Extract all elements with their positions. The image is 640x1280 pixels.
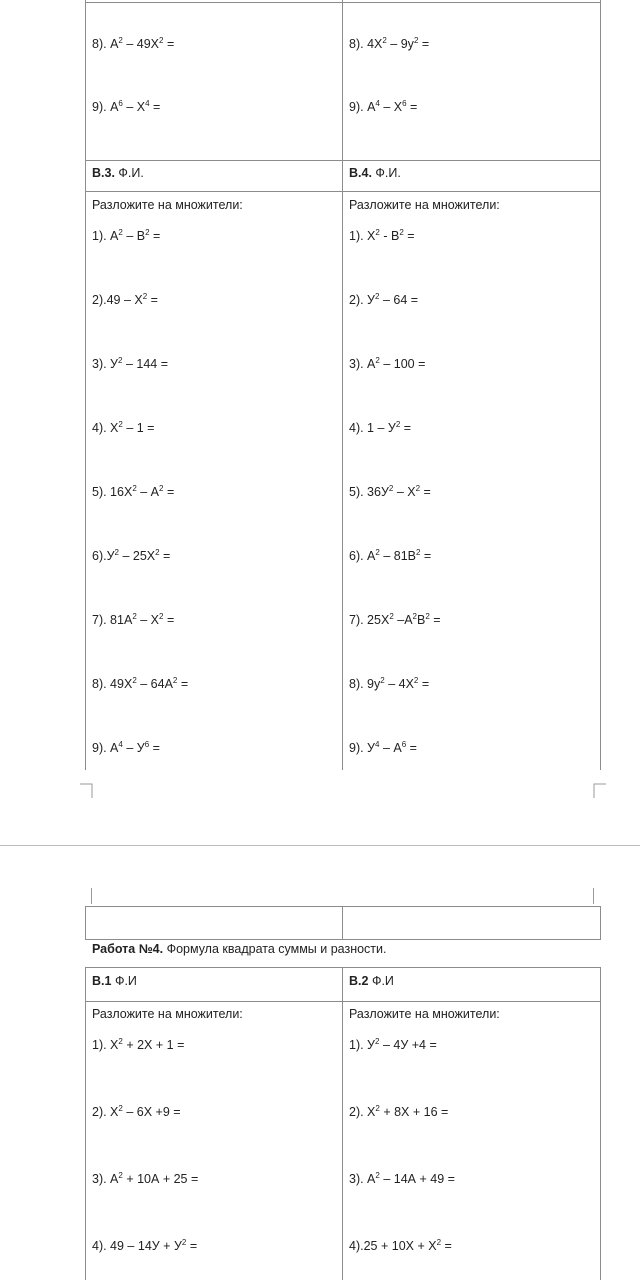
top-right-item-9 bbox=[349, 100, 417, 114]
exercise-item: $6).У^2 - 25Х^2$ = bbox=[92, 547, 171, 563]
table3-row-border bbox=[85, 1001, 601, 1002]
table1-row-border bbox=[85, 191, 601, 192]
table1-row-border bbox=[85, 160, 601, 161]
instruction-left: Разложите на множители: bbox=[92, 198, 243, 212]
exercise-item: 5). $36У^2 - Х^2$ = bbox=[349, 483, 431, 499]
item-expression: $А^2 - 49Х^2$ = bbox=[110, 35, 175, 51]
item-number: 8). bbox=[92, 37, 107, 51]
exercise-item: 3). $У^2 - 144$ = bbox=[92, 355, 168, 371]
table2-header-left bbox=[85, 906, 86, 940]
table2-header-middle bbox=[342, 906, 343, 940]
exercise-item: 1). $А^2 - В^2$ = bbox=[92, 227, 161, 243]
table3-middle-border bbox=[342, 967, 343, 1280]
variant-header-right bbox=[349, 974, 394, 988]
table3-left-border bbox=[85, 967, 86, 1280]
exercise-item: 8). $9у^2 - 4Х^2$ = bbox=[349, 675, 430, 691]
variant-label: В.3. bbox=[92, 166, 115, 180]
table1-middle-border bbox=[342, 0, 343, 770]
exercise-item: 2). $Х^2 + 8Х + 16$ = bbox=[349, 1103, 449, 1119]
exercise-item: 4). $1 - У^2$ = bbox=[349, 419, 412, 435]
instruction-left: Разложите на множители: bbox=[92, 1007, 243, 1021]
table2-top-border bbox=[85, 906, 601, 907]
top-right-item-8 bbox=[349, 37, 429, 51]
item-expression: $А^6 - Х^4$ = bbox=[110, 98, 161, 114]
item-number: 8). bbox=[349, 37, 364, 51]
exercise-item: 1). $Х^2 + 2Х + 1$ = bbox=[92, 1036, 185, 1052]
table2-header-bottom bbox=[85, 939, 601, 940]
top-left-item-8 bbox=[92, 37, 174, 51]
item-number: 9). bbox=[92, 100, 107, 114]
exercise-item: 7). $81А^2 - Х^2$ = bbox=[92, 611, 175, 627]
work-topic: Формула квадрата суммы и разности. bbox=[166, 942, 387, 956]
variant-header-left bbox=[92, 974, 137, 988]
variant-header-right bbox=[349, 166, 401, 180]
table2-header-right bbox=[600, 906, 601, 940]
table3-right-border bbox=[600, 967, 601, 1280]
table1-right-border bbox=[600, 0, 601, 770]
exercise-item: 2). $У^2 - 64$ = bbox=[349, 291, 419, 307]
exercise-item: 6). $А^2 - 81В^2$ = bbox=[349, 547, 432, 563]
exercise-item: 3). $А^2 + 10А + 25$ = bbox=[92, 1170, 199, 1186]
item-expression: $А^4 - Х^6$ = bbox=[367, 98, 418, 114]
page-break bbox=[0, 845, 640, 846]
instruction-right: Разложите на множители: bbox=[349, 1007, 500, 1021]
fio-label: Ф.И. bbox=[118, 166, 144, 180]
exercise-item: 4). $49 - 14У + У^2$ = bbox=[92, 1237, 198, 1253]
variant-header-left bbox=[92, 166, 144, 180]
exercise-item: 8). $49Х^2 - 64А^2$ = bbox=[92, 675, 189, 691]
exercise-item: 4). $Х^2 - 1$ = bbox=[92, 419, 155, 435]
exercise-item: 9). $У^4 - А^6$ = bbox=[349, 739, 417, 755]
page-corner-mark bbox=[80, 782, 94, 798]
margin-mark bbox=[593, 888, 594, 904]
fio-label: Ф.И. bbox=[375, 166, 401, 180]
margin-mark bbox=[91, 888, 92, 904]
fio-label: Ф.И bbox=[114, 974, 137, 988]
item-number: 9). bbox=[349, 100, 364, 114]
exercise-item: 3). $А^2 - 100$ = bbox=[349, 355, 426, 371]
instruction-right: Разложите на множители: bbox=[349, 198, 500, 212]
table3-top-border bbox=[85, 967, 601, 968]
exercise-item: $4).25 + 10Х + Х^2$ = bbox=[349, 1237, 452, 1253]
variant-label: В.2 bbox=[349, 974, 369, 988]
variant-label: В.4. bbox=[349, 166, 372, 180]
exercise-item: 5). $16Х^2 - А^2$ = bbox=[92, 483, 175, 499]
exercise-item: 2). $Х^2 - 6Х +9$ = bbox=[92, 1103, 181, 1119]
exercise-item: 1). $У^2 - 4У +4$ = bbox=[349, 1036, 437, 1052]
table1-top-border bbox=[85, 2, 601, 3]
table1-left-border bbox=[85, 0, 86, 770]
exercise-item: 3). $А^2 - 14А + 49$ = bbox=[349, 1170, 455, 1186]
exercise-item: 7). $25Х^2$ $-А^2В^2$ = bbox=[349, 611, 441, 627]
variant-label: В.1 bbox=[92, 974, 112, 988]
item-expression: $4Х^2 - 9у^2$ = bbox=[367, 35, 430, 51]
exercise-item: $2).49 - Х^2$ = bbox=[92, 291, 158, 307]
top-left-item-9 bbox=[92, 100, 160, 114]
work-title bbox=[92, 942, 387, 956]
work-number: Работа №4. bbox=[92, 942, 164, 956]
page-corner-mark bbox=[592, 782, 606, 798]
fio-label: Ф.И bbox=[371, 974, 394, 988]
exercise-item: 1). $Х^2 - В^2$ = bbox=[349, 227, 415, 243]
exercise-item: 9). $А^4 - У^6$ = bbox=[92, 739, 160, 755]
